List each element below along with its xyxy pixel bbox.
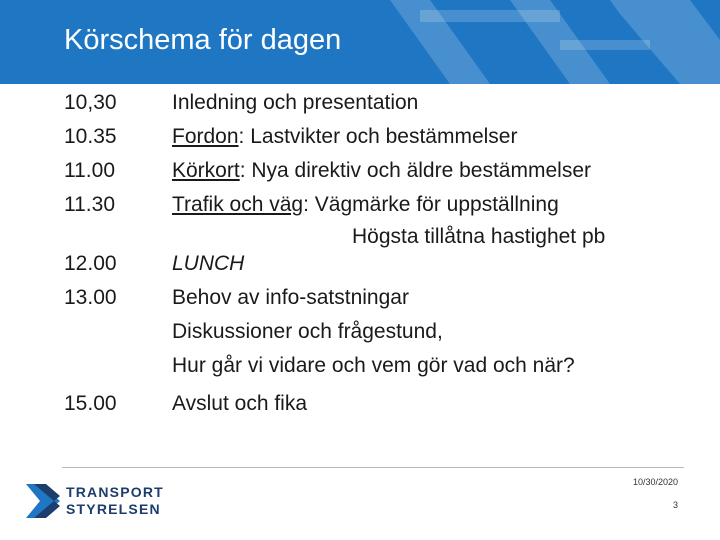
agenda-item-closing: Avslut och fika	[172, 392, 308, 415]
time-1200: 12.00	[64, 252, 117, 275]
time-1030: 10,30	[64, 91, 117, 114]
logo-line2: STYRELSEN	[66, 501, 161, 517]
time-1500: 15.00	[64, 392, 117, 415]
agenda-topic-label: Fordon	[172, 125, 239, 148]
time-1300: 13.00	[64, 286, 117, 309]
time-1130: 11.30	[64, 193, 115, 216]
agenda-item-trafik-sub: Högsta tillåtna hastighet pb	[352, 225, 606, 248]
agenda-item-korkort	[172, 158, 591, 184]
agenda-item-intro: Inledning och presentation	[172, 91, 419, 114]
time-1035: 10.35	[64, 125, 117, 148]
agenda-topic-label: Körkort	[172, 159, 240, 182]
agenda-topic-text: : Vägmärke för uppställning	[303, 193, 559, 216]
logo-mark-icon	[26, 484, 60, 518]
agenda-topic-text: : Lastvikter och bestämmelser	[238, 125, 518, 148]
slide-title: Körschema för dagen	[64, 24, 342, 56]
page-number: 3	[672, 500, 678, 510]
agenda-item-lunch: LUNCH	[172, 252, 245, 275]
slide-header	[0, 0, 720, 84]
agenda-item-info: Behov av info-satstningar	[172, 286, 409, 309]
agenda-item-trafik	[172, 192, 559, 218]
agenda-topic-text: : Nya direktiv och äldre bestämmelser	[239, 159, 591, 182]
time-1100: 11.00	[64, 159, 115, 182]
agenda-item-discussion: Diskussioner och frågestund,	[172, 320, 443, 343]
logo-line1: TRANSPORT	[66, 484, 164, 500]
agenda-item-fordon	[172, 124, 517, 150]
agenda-item-next-steps: Hur går vi vidare och vem gör vad och när?	[172, 354, 575, 377]
footer-divider	[62, 467, 684, 468]
agenda-topic-label: Trafik och väg	[172, 193, 304, 216]
footer-date: 10/30/2020	[632, 477, 678, 487]
header-decoration-graphic	[360, 0, 720, 84]
transportstyrelsen-logo	[26, 482, 226, 520]
